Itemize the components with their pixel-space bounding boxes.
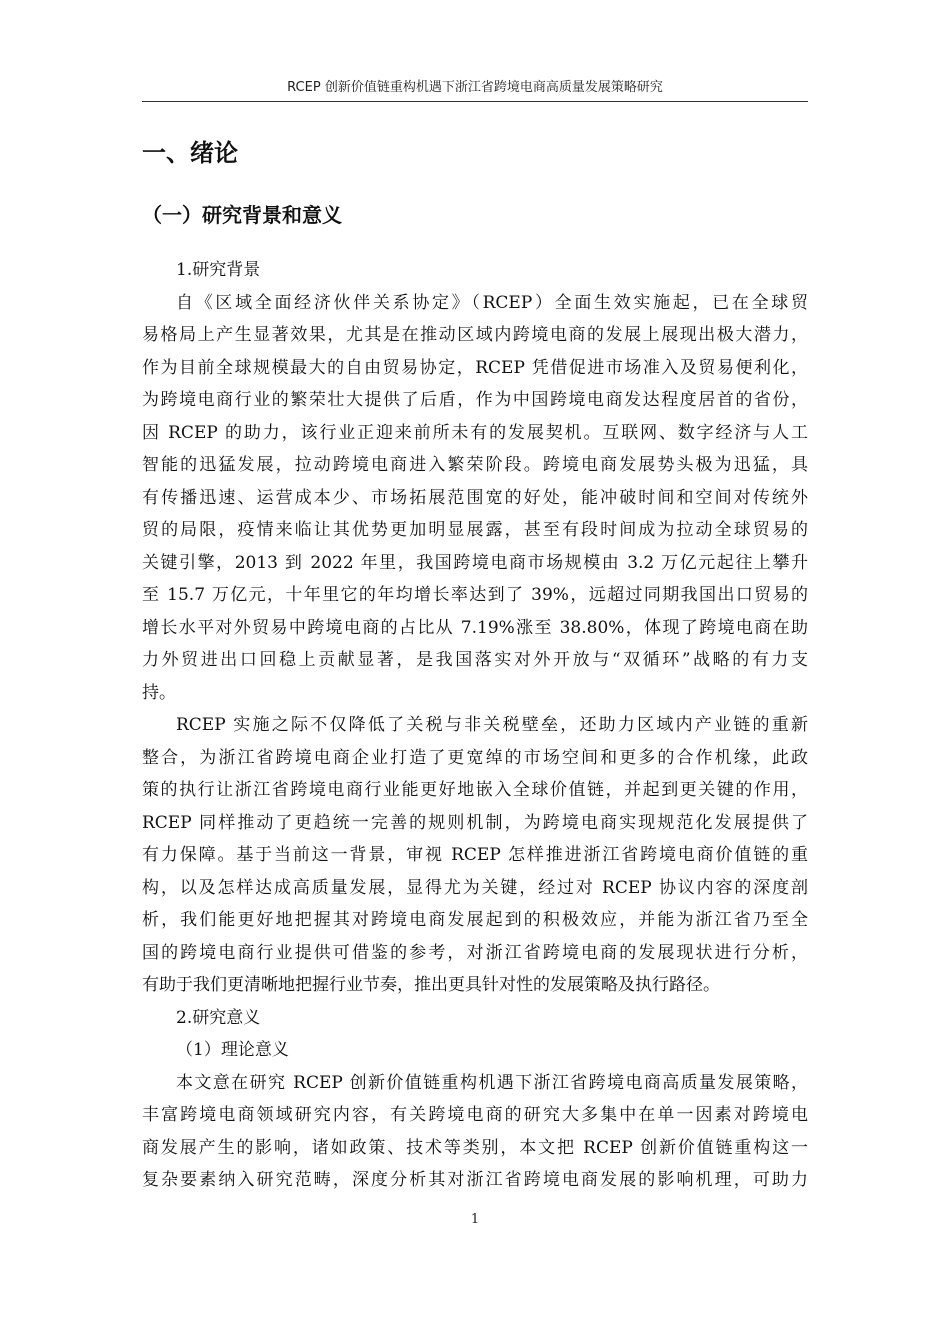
paragraph-line: 为跨境电商行业的繁荣壮大提供了后盾，作为中国跨境电商发达程度居首的省份，: [142, 390, 808, 410]
running-header: RCEP 创新价值链重构机遇下浙江省跨境电商高质量发展策略研究: [287, 80, 663, 95]
paragraph-line: RCEP 实施之际不仅降低了关税与非关税壁垒，还助力区域内产业链的重新: [176, 715, 808, 735]
page-number: 1: [470, 1212, 480, 1227]
paragraph-line: 作为目前全球规模最大的自由贸易协定，RCEP 凭借促进市场准入及贸易便利化，: [142, 357, 808, 378]
paragraph-line: 因 RCEP 的助力，该行业正迎来前所未有的发展契机。互联网、数字经济与人工: [142, 422, 808, 443]
paragraph-line: 复杂要素纳入研究范畴，深度分析其对浙江省跨境电商发展的影响机理，可助力: [142, 1170, 808, 1190]
paragraph-line: 商发展产生的影响，诸如政策、技术等类别，本文把 RCEP 创新价值链重构这一: [142, 1137, 808, 1158]
subheading-theoretical-significance: （1）理论意义: [176, 1040, 289, 1060]
paragraph-line: 有力保障。基于当前这一背景，审视 RCEP 怎样推进浙江省跨境电商价值链的重: [142, 845, 808, 865]
paragraph-line: RCEP 同样推动了更趋统一完善的规则机制，为跨境电商实现规范化发展提供了: [142, 812, 808, 833]
paragraph-2: [142, 709, 808, 1002]
header-rule: [142, 101, 808, 102]
paragraph-line: 整合，为浙江省跨境电商企业打造了更宽绰的市场空间和更多的合作机缘，此政: [142, 747, 808, 768]
paragraph-line: 丰富跨境电商领域研究内容，有关跨境电商的研究大多集中在单一因素对跨境电: [142, 1105, 808, 1125]
paragraph-1: [142, 287, 808, 710]
body-text: [142, 254, 808, 1197]
section-title: （一）研究背景和意义: [142, 203, 342, 227]
paragraph-line: 本文意在研究 RCEP 创新价值链重构机遇下浙江省跨境电商高质量发展策略，: [176, 1072, 808, 1093]
paragraph-line: 力外贸进出口回稳上贡献显著，是我国落实对外开放与“双循环”战略的有力支: [142, 650, 808, 670]
paragraph-line: 构，以及怎样达成高质量发展，显得尤为关键，经过对 RCEP 协议内容的深度剖: [142, 877, 808, 898]
paragraph-3: [142, 1067, 808, 1197]
paragraph-line: 增长水平对外贸易中跨境电商的占比从 7.19%涨至 38.80%，体现了跨境电商在助: [142, 617, 808, 638]
paragraph-line: 贸的局限，疫情来临让其优势更加明显展露，甚至有段时间成为拉动全球贸易的: [142, 520, 808, 540]
paragraph-line: 持。: [142, 682, 176, 703]
paragraph-line: 国的跨境电商行业提供可借鉴的参考，对浙江省跨境电商的发展现状进行分析，: [142, 942, 808, 963]
chapter-title: 一、绪论: [142, 139, 238, 167]
paragraph-line: 自《区域全面经济伙伴关系协定》（RCEP）全面生效实施起，已在全球贸: [176, 292, 808, 313]
subheading-research-significance: 2.研究意义: [176, 1007, 261, 1028]
paragraph-line: 有助于我们更清晰地把握行业节奏，推出更具针对性的发展策略及执行路径。: [142, 975, 720, 995]
paragraph-line: 析，我们能更好地把握其对跨境电商发展起到的积极效应，并能为浙江省乃至全: [142, 910, 808, 930]
paragraph-line: 至 15.7 万亿元，十年里它的年均增长率达到了 39%，远超过同期我国出口贸易的: [142, 585, 808, 605]
paragraph-line: 关键引擎，2013 到 2022 年里，我国跨境电商市场规模由 3.2 万亿元起往上攀升: [142, 552, 808, 573]
subheading-research-background: 1.研究背景: [176, 260, 261, 280]
paragraph-line: 有传播迅速、运营成本少、市场拓展范围宽的好处，能冲破时间和空间对传统外: [142, 487, 808, 508]
paragraph-line: 策的执行让浙江省跨境电商行业能更好地嵌入全球价值链，并起到更关键的作用，: [142, 780, 808, 800]
paragraph-line: 易格局上产生显著效果，尤其是在推动区域内跨境电商的发展上展现出极大潜力，: [142, 325, 808, 345]
paragraph-line: 智能的迅猛发展，拉动跨境电商进入繁荣阶段。跨境电商发展势头极为迅猛，具: [142, 455, 808, 475]
